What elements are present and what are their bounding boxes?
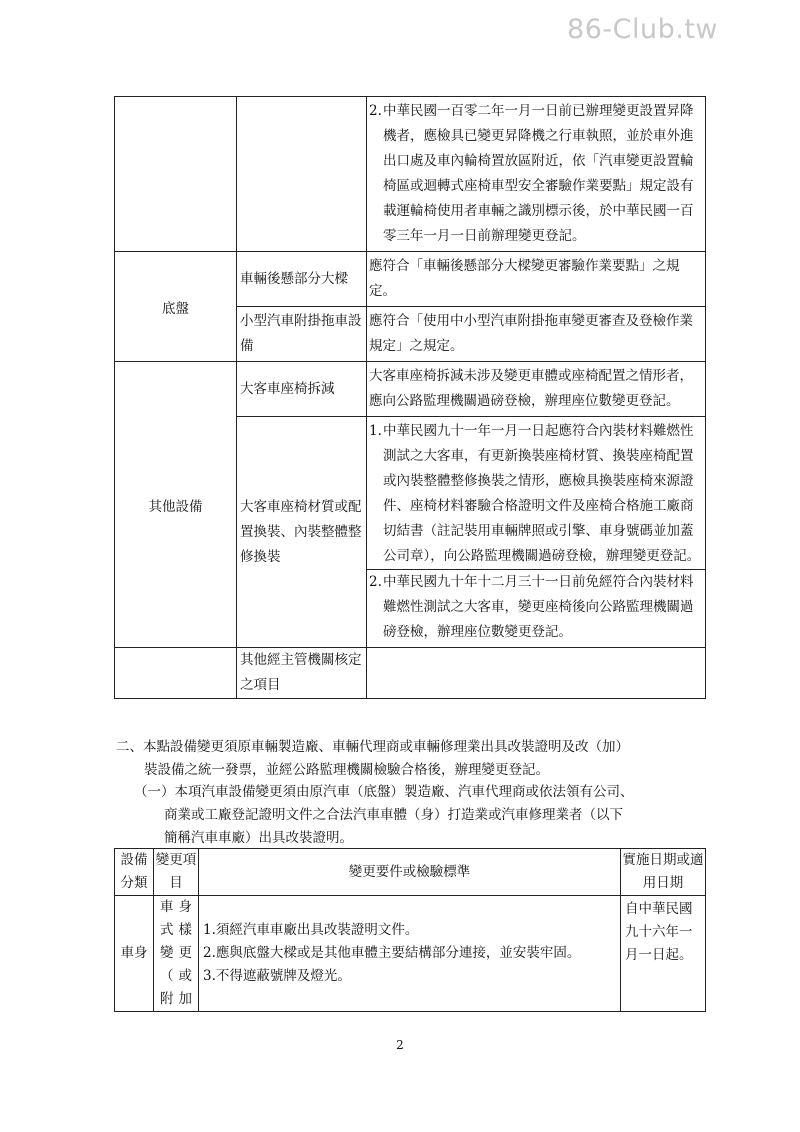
- table-row: [115, 97, 706, 252]
- item-number: 1.: [369, 423, 382, 439]
- effective-date: 自中華民國九十六年一月一日起。: [621, 896, 706, 1012]
- subsection-one-line3: 簡稱汽車車廠）出具改裝證明。: [164, 830, 353, 846]
- item-rear-frame: 車輛後懸部分大樑: [237, 252, 367, 307]
- requirement-other-approved: [367, 648, 706, 699]
- item-number: 2.: [369, 103, 382, 119]
- watermark-text: 86-Club.tw: [567, 14, 718, 45]
- page-number: 2: [396, 1038, 404, 1052]
- requirement-rear-frame: 應符合「車輛後懸部分大樑變更審驗作業要點」之規定。: [367, 252, 706, 307]
- requirement-seat-material: [367, 417, 706, 648]
- header-requirements: 變更要件或檢驗標準: [199, 849, 621, 896]
- equipment-change-table-continued: [114, 96, 706, 699]
- item-body-style-change: 車身式樣變更（或附加: [154, 896, 199, 1012]
- header-effective-date: 實施日期或適用日期: [621, 849, 706, 896]
- table-row: [115, 896, 706, 1012]
- category-body: 車身: [115, 896, 154, 1012]
- requirement-text: 中華民國九十一年一月一日起應符合內裝材料難燃性測試之大客車，有更新換裝座椅材質、換裝座椅配置或內裝整體整修換裝之情形，應檢具換裝座椅來源證件、座椅材料審驗合格證明文件及座椅合格施工廠商切結書（註記裝用車輛牌照或引擎、車身號碼並加蓋公司章），向公路監理機關過磅登檢，辦理變更登記。: [383, 423, 701, 564]
- table-header-row: [115, 849, 706, 896]
- item-number: 2.: [369, 574, 382, 590]
- body-change-table: [114, 848, 706, 1012]
- requirement-text: 中華民國九十年十二月三十一日前免經符合內裝材料難燃性測試之大客車，變更座椅後向公路監理機關過磅登檢，辦理座位數變更登記。: [383, 574, 694, 640]
- header-change-item: 變更項目: [154, 849, 199, 896]
- subsection-one-line1: （一）本項汽車設備變更須由原汽車（底盤）製造廠、汽車代理商或依法領有公司、: [134, 784, 634, 800]
- table-row: [115, 252, 706, 307]
- requirements-list: [199, 896, 621, 1012]
- requirement-item: 2.應與底盤大樑或是其他車體主要結構部分連接，並安裝牢固。: [203, 945, 581, 961]
- requirement-text: 中華民國一百零二年一月一日前已辦理變更設置昇降機者，應檢具已變更昇降機之行車執照，並於車外進出口處及車內輪椅置放區附近，依「汽車變更設置輪椅區或迴轉式座椅車型安全審驗作業要點」規定設有載運輪椅使用者車輛之識別標示後，於中華民國一百零三年一月一日前辦理變更登記。: [383, 103, 694, 244]
- category-cell-empty: [115, 97, 237, 252]
- requirement-seat-removal: 大客車座椅拆減未涉及變更車體或座椅配置之情形者，應向公路監理機關過磅登檢，辦理座位數變更登記。: [367, 362, 706, 417]
- requirement-item: 1.須經汽車車廠出具改裝證明文件。: [203, 922, 419, 938]
- category-cell-empty: [115, 648, 237, 699]
- item-cell-empty: [237, 97, 367, 252]
- table-row: [115, 648, 706, 699]
- header-equipment-category: 設備分類: [115, 849, 154, 896]
- requirement-cell: [367, 97, 706, 252]
- section-two-line1: 二、本點設備變更須原車輛製造廠、車輛代理商或車輛修理業出具改裝證明及改（加）: [116, 739, 629, 755]
- category-chassis: 底盤: [115, 252, 237, 362]
- subsection-one-line2: 商業或工廠登記證明文件之合法汽車車體（身）打造業或汽車修理業者（以下: [164, 807, 623, 823]
- category-other-equipment: 其他設備: [115, 362, 237, 648]
- item-seat-removal: 大客車座椅拆減: [237, 362, 367, 417]
- item-trailer-equipment: 小型汽車附掛拖車設備: [237, 307, 367, 362]
- section-two-line2: 裝設備之統一發票，並經公路監理機關檢驗合格後，辦理變更登記。: [144, 762, 549, 778]
- table-row: [115, 362, 706, 417]
- item-other-approved: 其他經主管機關核定之項目: [237, 648, 367, 699]
- requirement-trailer-equipment: 應符合「使用中小型汽車附掛拖車變更審查及登檢作業規定」之規定。: [367, 307, 706, 362]
- requirement-item: 3.不得遮蔽號牌及燈光。: [203, 968, 351, 984]
- item-seat-material: 大客車座椅材質或配置換裝、內裝整體整修換裝: [237, 417, 367, 648]
